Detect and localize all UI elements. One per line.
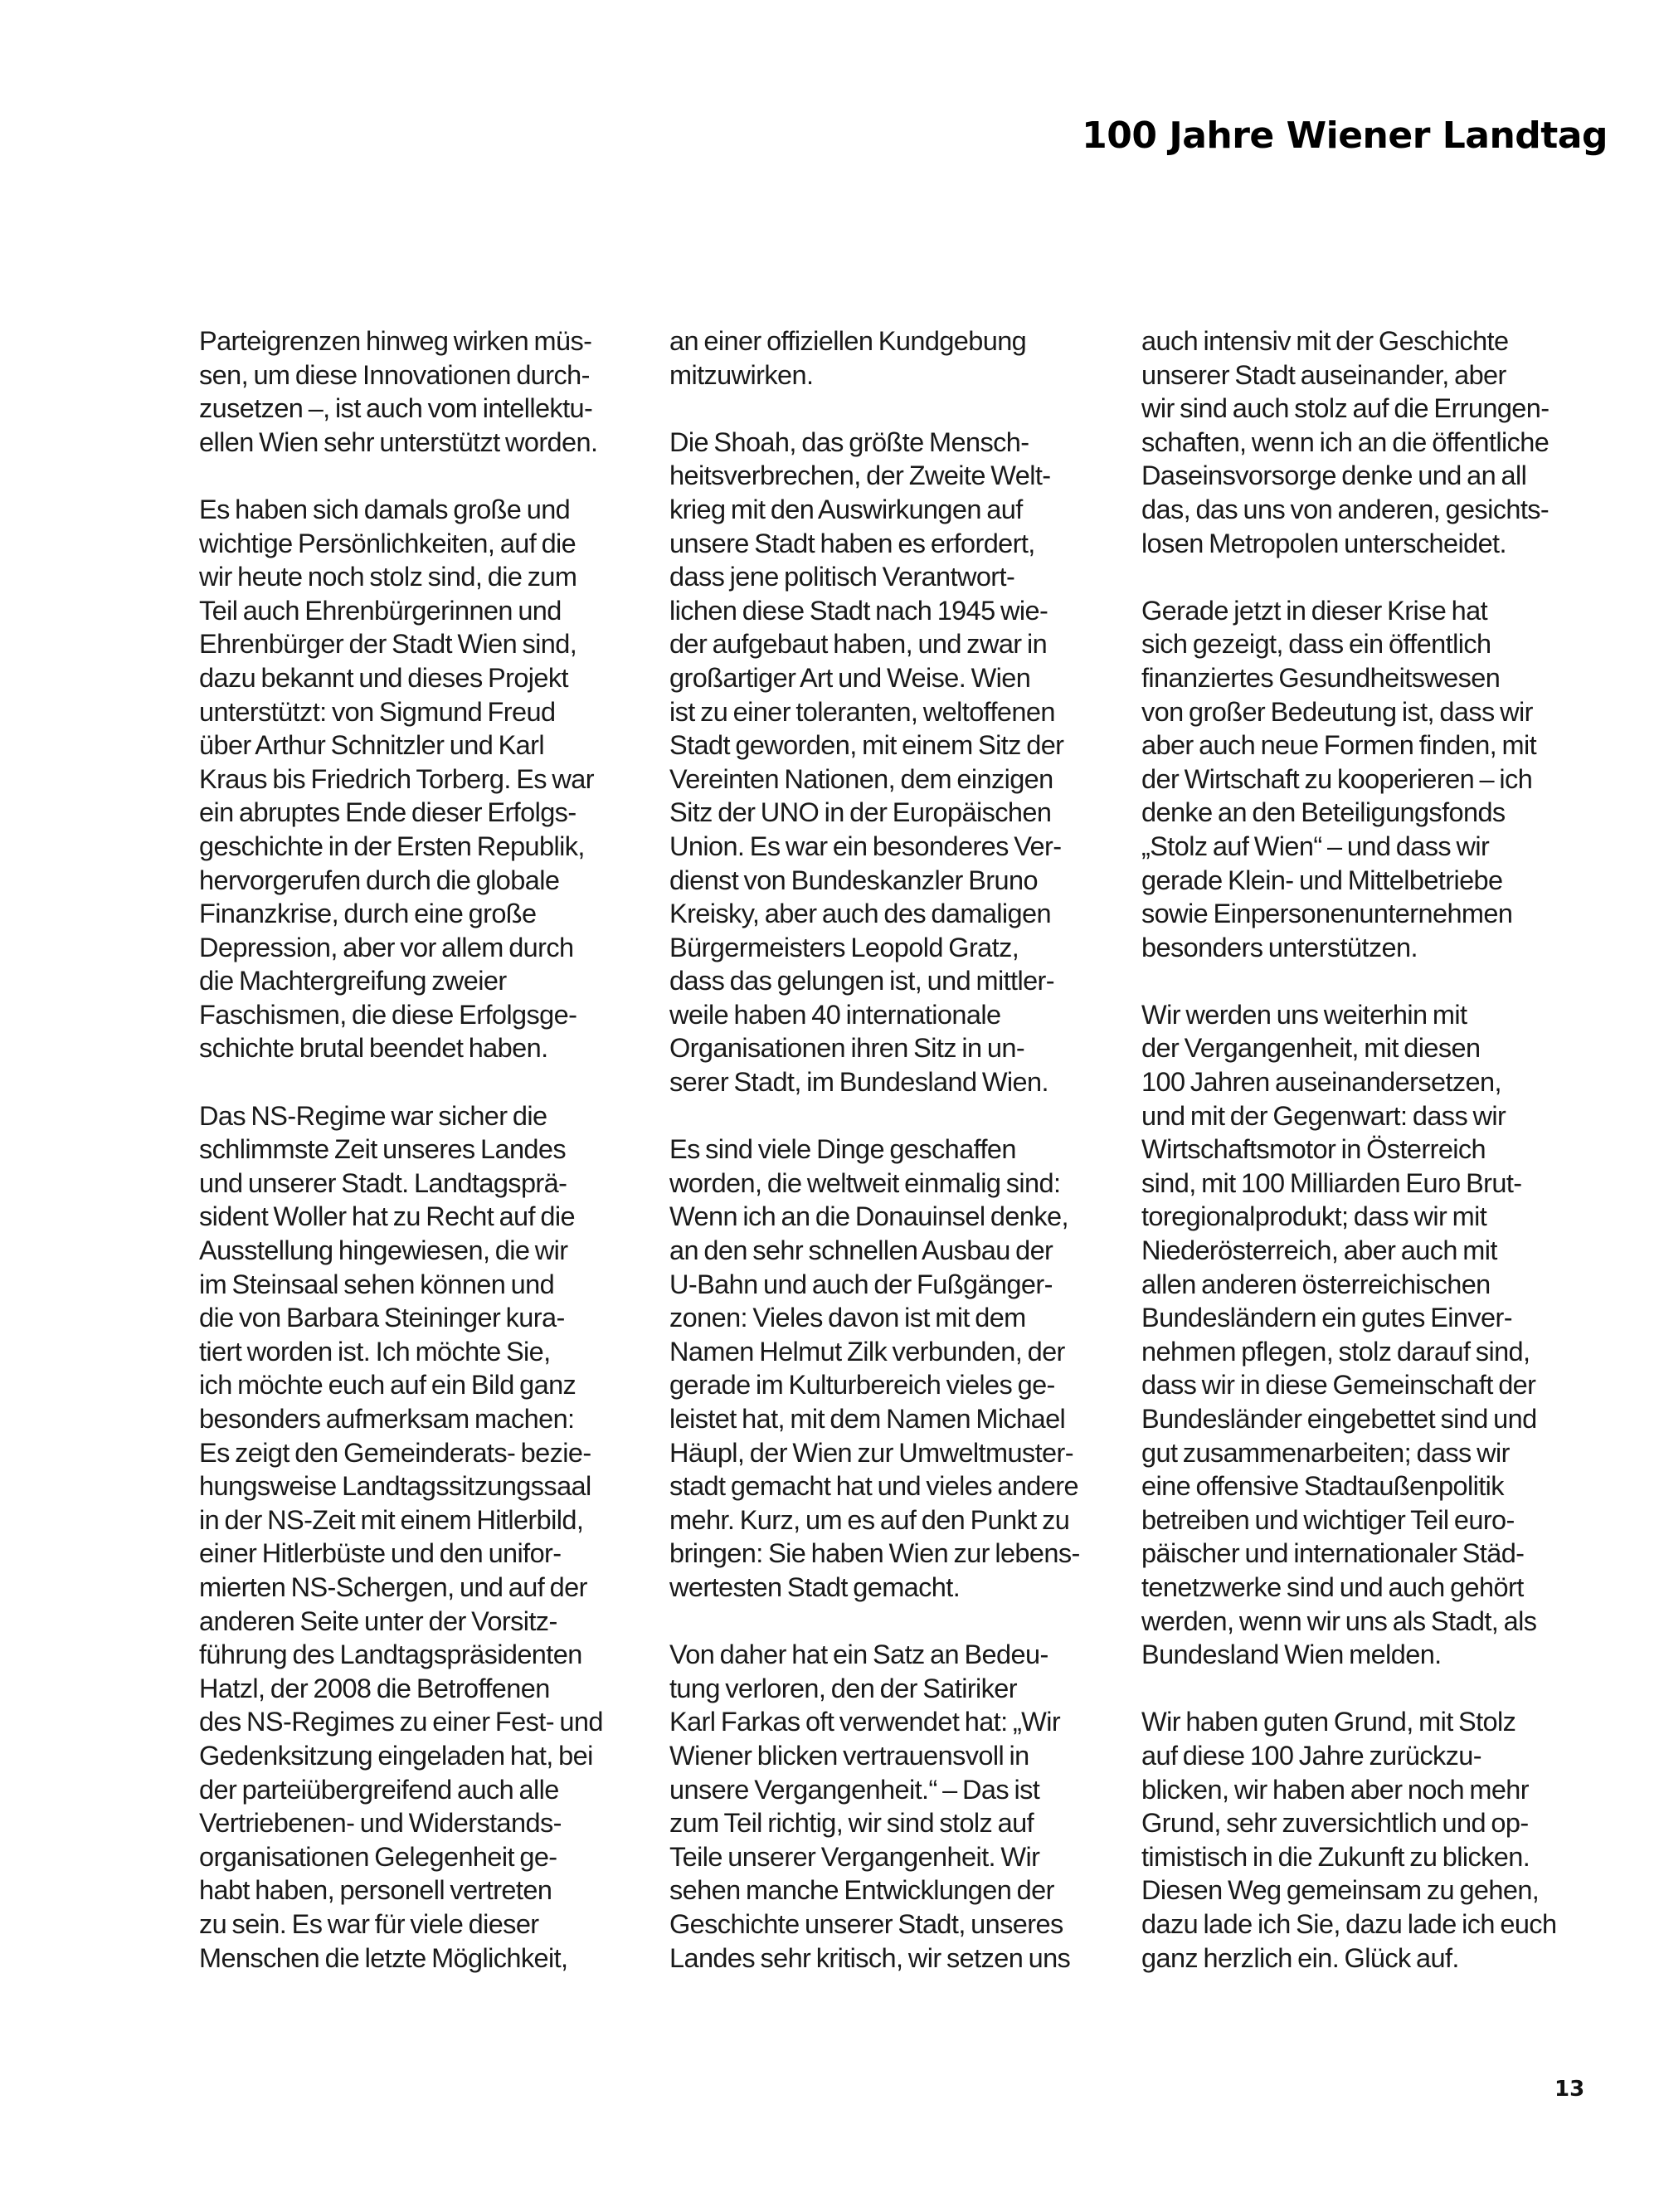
- text-line: Vertriebenen- und Widerstands-: [199, 1808, 562, 1839]
- text-line: Kreisky, aber auch des damaligen: [669, 899, 1051, 929]
- text-line: Teil auch Ehrenbürgerinnen und: [199, 595, 562, 626]
- text-line: Bürgermeisters Leopold Gratz,: [669, 932, 1019, 962]
- text-line: schaften, wenn ich an die öffentliche: [1141, 426, 1550, 457]
- text-line: schlimmste Zeit unseres Landes: [199, 1134, 567, 1165]
- text-line: sowie Einpersonenunternehmen: [1141, 899, 1513, 929]
- text-line: Ehrenbürger der Stadt Wien sind,: [199, 629, 577, 660]
- text-line: im Steinsaal sehen können und: [199, 1269, 555, 1299]
- text-line: wichtige Persönlichkeiten, auf die: [199, 528, 577, 558]
- text-line: Häupl, der Wien zur Umweltmuster-: [669, 1437, 1073, 1468]
- text-line: eine offensive Stadtaußenpolitik: [1141, 1471, 1504, 1502]
- text-line: timistisch in die Zukunft zu blicken.: [1141, 1841, 1530, 1872]
- text-line: dass das gelungen ist, und mittler-: [669, 966, 1054, 996]
- text-line: 100 Jahren auseinandersetzen,: [1141, 1067, 1501, 1098]
- text-column-2: [669, 324, 1134, 2009]
- text-line: und unserer Stadt. Landtagsprä-: [199, 1167, 567, 1198]
- text-line: der aufgebaut haben, und zwar in: [669, 629, 1048, 660]
- text-line: losen Metropolen unterscheidet.: [1141, 528, 1506, 558]
- text-line: unterstützt: von Sigmund Freud: [199, 696, 556, 727]
- text-line: Namen Helmut Zilk verbunden, der: [669, 1336, 1065, 1367]
- text-line: Karl Farkas oft verwendet hat: „Wir: [669, 1707, 1061, 1737]
- text-line: Menschen die letzte Möglichkeit,: [199, 1942, 568, 1973]
- text-line: gerade im Kulturbereich vieles ge-: [669, 1370, 1055, 1401]
- text-line: Es haben sich damals große und: [199, 494, 571, 524]
- text-line: dass jene politisch Verantwort-: [669, 562, 1015, 592]
- text-line: Landes sehr kritisch, wir setzen uns: [669, 1942, 1071, 1973]
- text-line: ich möchte euch auf ein Bild ganz: [199, 1370, 577, 1401]
- text-line: werden, wenn wir uns als Stadt, als: [1141, 1605, 1537, 1636]
- text-line: gut zusammenarbeiten; dass wir: [1141, 1437, 1510, 1468]
- text-line: Wiener blicken vertrauensvoll in: [669, 1740, 1029, 1771]
- text-line: zum Teil richtig, wir sind stolz auf: [669, 1808, 1034, 1839]
- text-line: die Machtergreifung zweier: [199, 966, 507, 996]
- paragraph: [1141, 998, 1606, 1672]
- text-line: hervorgerufen durch die globale: [199, 865, 560, 895]
- paragraph: [669, 324, 1134, 392]
- text-line: mehr. Kurz, um es auf den Punkt zu: [669, 1504, 1070, 1535]
- text-line: Depression, aber vor allem durch: [199, 932, 574, 962]
- text-line: Diesen Weg gemeinsam zu gehen,: [1141, 1875, 1540, 1906]
- paragraph: [1141, 594, 1606, 965]
- paragraph: [669, 1638, 1134, 1975]
- text-line: Organisationen ihren Sitz in un-: [669, 1033, 1025, 1064]
- text-line: heitsverbrechen, der Zweite Welt-: [669, 460, 1051, 491]
- text-line: allen anderen österreichischen: [1141, 1269, 1491, 1299]
- text-line: Gedenksitzung eingeladen hat, bei: [199, 1740, 593, 1771]
- text-line: Von daher hat ein Satz an Bedeu-: [669, 1640, 1048, 1670]
- text-line: serer Stadt, im Bundesland Wien.: [669, 1067, 1048, 1098]
- text-line: sind, mit 100 Milliarden Euro Brut-: [1141, 1167, 1522, 1198]
- text-line: in der NS-Zeit mit einem Hitlerbild,: [199, 1504, 584, 1535]
- text-line: dass wir in diese Gemeinschaft der: [1141, 1370, 1536, 1401]
- text-line: schichte brutal beendet haben.: [199, 1033, 548, 1064]
- text-line: Grund, sehr zuversichtlich und op-: [1141, 1808, 1529, 1839]
- text-line: Teile unserer Vergangenheit. Wir: [669, 1841, 1040, 1872]
- text-line: nehmen pflegen, stolz darauf sind,: [1141, 1336, 1530, 1367]
- text-line: hungsweise Landtagssitzungssaal: [199, 1471, 591, 1502]
- text-line: Es sind viele Dinge geschaffen: [669, 1134, 1016, 1165]
- page-title: 100 Jahre Wiener Landtag: [1082, 114, 1608, 157]
- text-line: sich gezeigt, dass ein öffentlich: [1141, 629, 1491, 660]
- text-line: zonen: Vieles davon ist mit dem: [669, 1303, 1026, 1333]
- text-line: führung des Landtagspräsidenten: [199, 1640, 582, 1670]
- text-line: mierten NS-Schergen, und auf der: [199, 1571, 587, 1602]
- text-line: betreiben und wichtiger Teil euro-: [1141, 1504, 1515, 1535]
- text-line: der Vergangenheit, mit diesen: [1141, 1033, 1481, 1064]
- text-line: und mit der Gegenwart: dass wir: [1141, 1100, 1506, 1131]
- text-line: dazu lade ich Sie, dazu lade ich euch: [1141, 1908, 1557, 1939]
- text-line: Sitz der UNO in der Europäischen: [669, 797, 1052, 828]
- text-line: blicken, wir haben aber noch mehr: [1141, 1774, 1529, 1805]
- paragraph: [199, 1099, 664, 1975]
- text-column-1: [199, 324, 664, 2009]
- text-line: Bundesländern ein gutes Einver-: [1141, 1303, 1512, 1333]
- page-number: 13: [1554, 2077, 1585, 2102]
- text-line: habt haben, personell vertreten: [199, 1875, 552, 1906]
- text-line: der parteiübergreifend auch alle: [199, 1774, 559, 1805]
- text-line: die von Barbara Steininger kura-: [199, 1303, 565, 1333]
- text-line: stadt gemacht hat und vieles andere: [669, 1471, 1078, 1502]
- text-line: aber auch neue Formen finden, mit: [1141, 730, 1537, 761]
- text-line: denke an den Beteiligungsfonds: [1141, 797, 1506, 828]
- text-line: großartiger Art und Weise. Wien: [669, 662, 1031, 693]
- text-line: worden, die weltweit einmalig sind:: [669, 1167, 1061, 1198]
- text-line: Wir werden uns weiterhin mit: [1141, 999, 1467, 1030]
- text-line: zu sein. Es war für viele dieser: [199, 1908, 539, 1939]
- text-line: leistet hat, mit dem Namen Michael: [669, 1404, 1066, 1434]
- text-line: auch intensiv mit der Geschichte: [1141, 326, 1509, 356]
- text-line: Bundesland Wien melden.: [1141, 1640, 1442, 1670]
- text-line: einer Hitlerbüste und den unifor-: [199, 1538, 562, 1569]
- text-line: Parteigrenzen hinweg wirken müs-: [199, 326, 592, 356]
- text-line: organisationen Gelegenheit ge-: [199, 1841, 557, 1872]
- text-line: Ausstellung hingewiesen, die wir: [199, 1235, 568, 1266]
- text-line: dienst von Bundeskanzler Bruno: [669, 865, 1038, 895]
- text-line: das, das uns von anderen, gesichts-: [1141, 494, 1550, 524]
- text-line: weile haben 40 internationale: [669, 999, 1001, 1030]
- text-line: Bundesländer eingebettet sind und: [1141, 1404, 1537, 1434]
- text-line: Daseinsvorsorge denke und an all: [1141, 460, 1527, 491]
- text-line: wir heute noch stolz sind, die zum: [199, 562, 577, 592]
- text-column-3: [1141, 324, 1606, 2009]
- text-line: Wir haben guten Grund, mit Stolz: [1141, 1707, 1516, 1737]
- paragraph: [669, 1133, 1134, 1604]
- paragraph: [199, 493, 664, 1065]
- text-line: unserer Stadt auseinander, aber: [1141, 359, 1506, 390]
- text-line: besonders unterstützen.: [1141, 932, 1418, 962]
- text-line: wertesten Stadt gemacht.: [669, 1571, 961, 1602]
- text-line: besonders aufmerksam machen:: [199, 1404, 575, 1434]
- text-line: U-Bahn und auch der Fußgänger-: [669, 1269, 1053, 1299]
- text-line: ganz herzlich ein. Glück auf.: [1141, 1942, 1459, 1973]
- text-line: wir sind auch stolz auf die Errungen-: [1141, 393, 1550, 424]
- text-line: Wirtschaftsmotor in Österreich: [1141, 1134, 1486, 1165]
- text-line: über Arthur Schnitzler und Karl: [199, 730, 544, 761]
- text-line: sen, um diese Innovationen durch-: [199, 359, 590, 390]
- text-line: Finanzkrise, durch eine große: [199, 899, 537, 929]
- text-line: Union. Es war ein besonderes Ver-: [669, 831, 1062, 861]
- text-line: dazu bekannt und dieses Projekt: [199, 662, 568, 693]
- text-line: an den sehr schnellen Ausbau der: [669, 1235, 1053, 1266]
- text-line: toregionalprodukt; dass wir mit: [1141, 1201, 1487, 1232]
- text-line: tiert worden ist. Ich möchte Sie,: [199, 1336, 551, 1367]
- paragraph: [669, 426, 1134, 1099]
- text-line: zusetzen –, ist auch vom intellektu-: [199, 393, 593, 424]
- text-line: Das NS-Regime war sicher die: [199, 1100, 547, 1131]
- text-line: „Stolz auf Wien“ – und dass wir: [1141, 831, 1490, 861]
- text-line: unsere Stadt haben es erfordert,: [669, 528, 1035, 558]
- paragraph: [1141, 1705, 1606, 1975]
- text-line: auf diese 100 Jahre zurückzu-: [1141, 1740, 1481, 1771]
- text-line: Wenn ich an die Donauinsel denke,: [669, 1201, 1068, 1232]
- text-line: ist zu einer toleranten, weltoffenen: [669, 696, 1055, 727]
- text-line: Es zeigt den Gemeinderats- bezie-: [199, 1437, 591, 1468]
- text-line: gerade Klein- und Mittelbetriebe: [1141, 865, 1503, 895]
- text-line: Vereinten Nationen, dem einzigen: [669, 763, 1053, 794]
- text-line: Stadt geworden, mit einem Sitz der: [669, 730, 1064, 761]
- text-line: Gerade jetzt in dieser Krise hat: [1141, 595, 1487, 626]
- text-line: sident Woller hat zu Recht auf die: [199, 1201, 575, 1232]
- text-line: finanziertes Gesundheitswesen: [1141, 662, 1501, 693]
- text-line: ellen Wien sehr unterstützt worden.: [199, 426, 598, 457]
- text-line: sehen manche Entwicklungen der: [669, 1875, 1054, 1906]
- text-line: krieg mit den Auswirkungen auf: [669, 494, 1023, 524]
- text-line: Faschismen, die diese Erfolgsge-: [199, 999, 577, 1030]
- text-line: der Wirtschaft zu kooperieren – ich: [1141, 763, 1533, 794]
- text-line: geschichte in der Ersten Republik,: [199, 831, 585, 861]
- text-line: des NS-Regimes zu einer Fest- und: [199, 1707, 603, 1737]
- text-line: tenetzwerke sind und auch gehört: [1141, 1571, 1524, 1602]
- text-line: Geschichte unserer Stadt, unseres: [669, 1908, 1063, 1939]
- text-line: lichen diese Stadt nach 1945 wie-: [669, 595, 1048, 626]
- text-line: ein abruptes Ende dieser Erfolgs-: [199, 797, 577, 828]
- paragraph: [199, 324, 664, 459]
- text-line: mitzuwirken.: [669, 359, 814, 390]
- text-line: päischer und internationaler Städ-: [1141, 1538, 1525, 1569]
- text-line: tung verloren, den der Satiriker: [669, 1673, 1018, 1703]
- text-line: von großer Bedeutung ist, dass wir: [1141, 696, 1533, 727]
- text-line: Niederösterreich, aber auch mit: [1141, 1235, 1497, 1266]
- text-line: Kraus bis Friedrich Torberg. Es war: [199, 763, 594, 794]
- text-line: Die Shoah, das größte Mensch-: [669, 426, 1029, 457]
- text-line: an einer offiziellen Kundgebung: [669, 326, 1027, 356]
- text-line: unsere Vergangenheit.“ – Das ist: [669, 1774, 1040, 1805]
- text-line: Hatzl, der 2008 die Betroffenen: [199, 1673, 550, 1703]
- paragraph: [1141, 324, 1606, 560]
- text-line: anderen Seite unter der Vorsitz-: [199, 1605, 557, 1636]
- text-line: bringen: Sie haben Wien zur lebens-: [669, 1538, 1080, 1569]
